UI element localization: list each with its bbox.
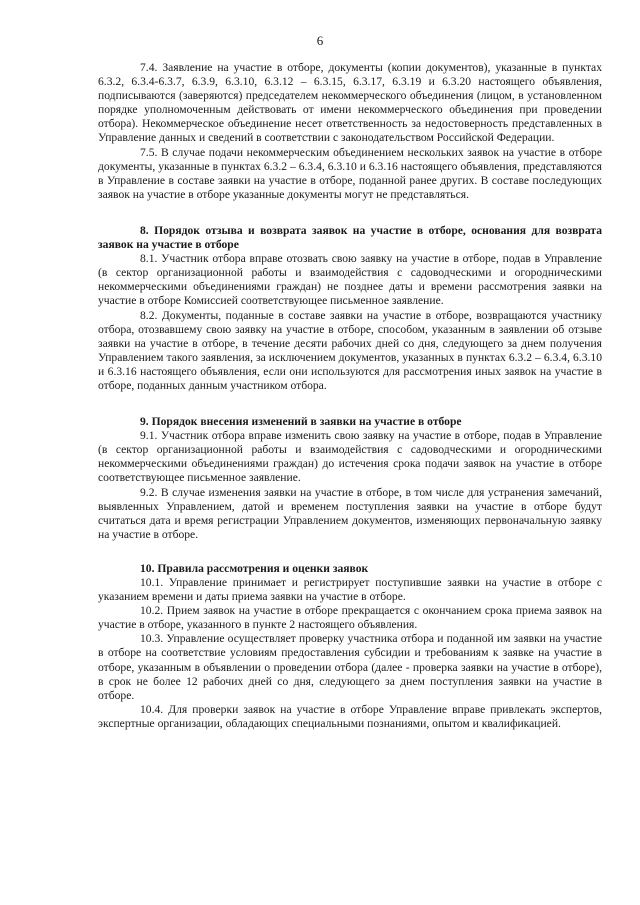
paragraph-7-5: 7.5. В случае подачи некоммерческим объединением нескольких заявок на участие в отборе документы, указанные в пунктах 6.3.2 – 6.3.4, 6.3.10 и 6.3.16 настоящего объявления, представляются в Управление в составе заявки на участие в отборе, поданной ранее других. В составе последующих заявок на участие в отборе указанные документы могут не представляться.	[98, 145, 602, 201]
paragraph-10-1: 10.1. Управление принимает и регистрирует поступившие заявки на участие в отборе с указанием времени и даты приема заявки на участие в отборе.	[98, 576, 602, 604]
section-9-heading: 9. Порядок внесения изменений в заявки на участие в отборе	[140, 415, 462, 429]
paragraph-10-4: 10.4. Для проверки заявок на участие в отборе Управление вправе привлекать экспертов, экспертные организации, обладающих специальными познаниями, опытом и квалификацией.	[98, 702, 602, 730]
paragraph-9-1: 9.1. Участник отбора вправе изменить свою заявку на участие в отборе, подав в Управление (в сектор организационной работы и взаимодействия с садоводческими и огородническими некоммерческими объединениями граждан) до истечения срока подачи заявок на участие в отборе соответствующее письменное заявление.	[98, 429, 602, 485]
section-10-heading: 10. Правила рассмотрения и оценки заявок	[140, 561, 369, 575]
paragraph-8-2: 8.2. Документы, поданные в составе заявки на участие в отборе, возвращаются участнику отбора, отозвавшему свою заявку на участие в отборе, способом, указанным в заявлении об отзыве заявки на участие в отборе, в течение десяти рабочих дней со дня, следующего за днем получения Управлением такого заявления, за исключением документов, указанных в пунктах 6.3.2 – 6.3.4, 6.3.10 и 6.3.16 настоящего объявления, если они используются для рассмотрения иных заявок на участие в отборе, поданных данным участником отбора.	[98, 308, 602, 392]
paragraph-9-2: 9.2. В случае изменения заявки на участие в отборе, в том числе для устранения замечаний, выявленных Управлением, датой и временем поступления заявки на участие в отборе будут считаться дата и время регистрации Управлением документов, изменяющих первоначальную заявку на участие в отборе.	[98, 485, 602, 541]
section-8-heading: 8. Порядок отзыва и возврата заявок на участие в отборе, основания для возврата заявок на участие в отборе	[98, 223, 602, 252]
paragraph-7-4: 7.4. Заявление на участие в отборе, документы (копии документов), указанные в пунктах 6.3.2, 6.3.4-6.3.7, 6.3.9, 6.3.10, 6.3.12 – 6.3.15, 6.3.17, 6.3.19 и 6.3.20 настоящего объявления, подписываются (заверяются) председателем некоммерческого объединения (лицом, в установленном порядке уполномоченным действовать от имени некоммерческого объединения при проведении отбора). Некоммерческое объединение несет ответственность за недостоверность представленных в Управление данных и сведений в соответствии с законодательством Российской Федерации.	[98, 61, 602, 145]
document-body	[98, 61, 602, 731]
paragraph-8-1: 8.1. Участник отбора вправе отозвать свою заявку на участие в отборе, подав в Управление (в сектор организационной работы и взаимодействия с садоводческими и огородническими некоммерческими объединениями граждан) не позднее даты и времени рассмотрения заявки на участие в отборе Комиссией соответствующее письменное заявление.	[98, 252, 602, 308]
paragraph-10-3: 10.3. Управление осуществляет проверку участника отбора и поданной им заявки на участие в отборе на соответствие условиям предоставления субсидии и требованиям к заявке на участие в отборе, указанным в объявлении о проведении отбора (далее - проверка заявки на участие в отборе), в срок не более 12 рабочих дней со дня, следующего за днем поступления заявки на участие в отборе.	[98, 632, 602, 702]
page-number: 6	[316, 33, 324, 48]
paragraph-10-2: 10.2. Прием заявок на участие в отборе прекращается с окончанием срока приема заявок на участие в отборе, указанного в пункте 2 настоящего объявления.	[98, 604, 602, 632]
